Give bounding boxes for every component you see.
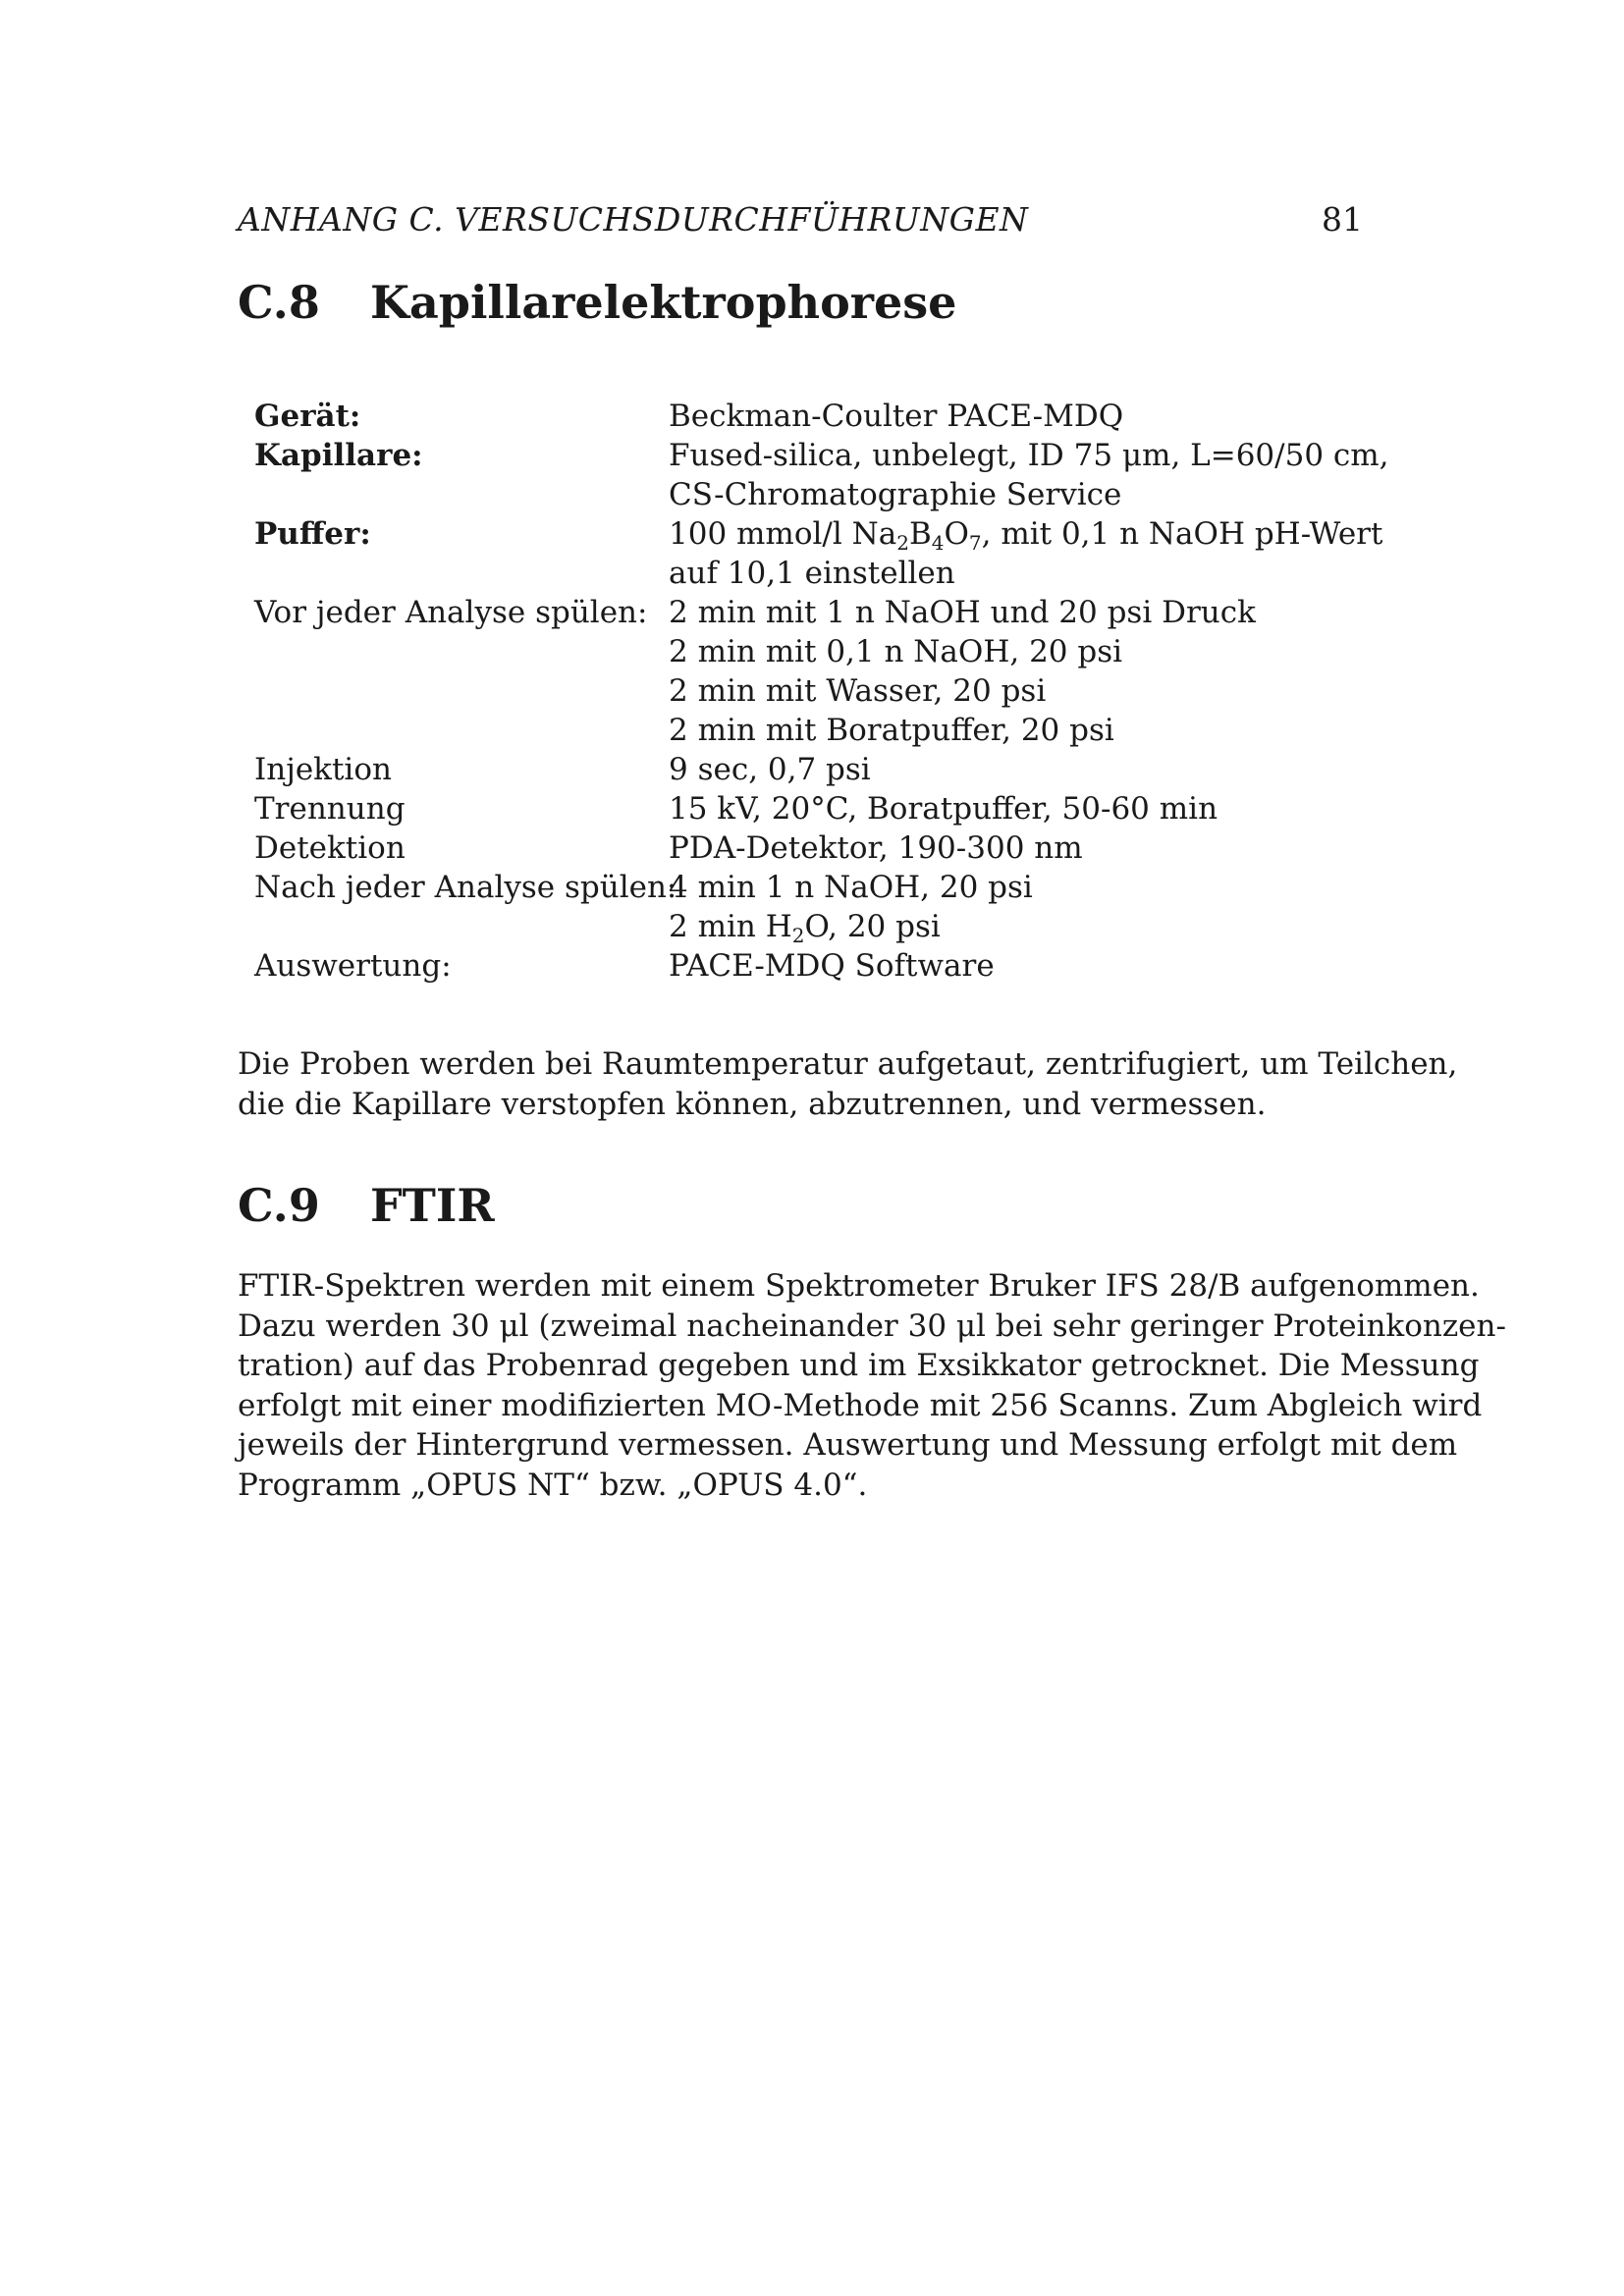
spec-value-line: 2 min mit 0,1 n NaOH, 20 psi	[669, 634, 1123, 669]
spec-row	[254, 593, 1364, 750]
spec-label: Kapillare:	[254, 438, 423, 473]
paragraph-line: Dazu werden 30 μl (zweimal nacheinander 30 μl bei sehr geringer Proteinkonzen-	[238, 1308, 1506, 1344]
page-number: 81	[1322, 200, 1363, 239]
paragraph-line: erfolgt mit einer modifizierten MO-Methode mit 256 Scanns. Zum Abgleich wird	[238, 1387, 1483, 1423]
spec-value	[669, 750, 1364, 789]
spec-row	[254, 750, 1364, 789]
spec-value-line: CS-Chromatographie Service	[669, 477, 1122, 512]
spec-value	[669, 828, 1364, 868]
spec-value-line: Fused-silica, unbelegt, ID 75 μm, L=60/50 cm,	[669, 438, 1389, 473]
spec-label: Nach jeder Analyse spülen:	[254, 870, 677, 905]
spec-row	[254, 789, 1364, 828]
paragraph-line: Die Proben werden bei Raumtemperatur aufgetaut, zentrifugiert, um Teilchen,	[238, 1046, 1458, 1082]
section-title: FTIR	[370, 1179, 495, 1232]
section-number: C.8	[238, 276, 320, 329]
running-head	[238, 198, 1363, 241]
spec-value	[669, 397, 1364, 436]
spec-value	[669, 868, 1364, 946]
spec-label: Trennung	[254, 791, 406, 827]
spec-value-line: Beckman-Coulter PACE-MDQ	[669, 399, 1124, 434]
spec-value-line: 2 $\min H_2O$, 20 psi	[669, 909, 941, 947]
spec-value-line: 2 min mit 1 n NaOH und 20 psi Druck	[669, 595, 1256, 630]
paragraph-c9	[238, 1266, 1506, 1505]
method-parameters-table	[254, 397, 1389, 986]
paragraph-c8	[238, 1044, 1458, 1124]
spec-value-line: 2 min mit Boratpuffer, 20 psi	[669, 713, 1114, 748]
spec-row	[254, 828, 1364, 868]
spec-label: Detektion	[254, 830, 406, 866]
spec-value-line: 2 min mit Wasser, 20 psi	[669, 673, 1047, 709]
spec-row	[254, 514, 1383, 593]
spec-value-line: 100 mmol/l $Na_2B_4O_7$, mit 0,1 n NaOH pH-Wert	[669, 516, 1383, 555]
paragraph-line: die die Kapillare verstopfen können, abzutrennen, und vermessen.	[238, 1086, 1267, 1122]
spec-label: Auswertung:	[254, 948, 452, 984]
paragraph-line: Programm „OPUS NT“ bzw. „OPUS 4.0“.	[238, 1467, 868, 1503]
spec-value	[669, 436, 1389, 514]
spec-value-line: PDA-Detektor, 190-300 nm	[669, 830, 1083, 866]
spec-value-line: PACE-MDQ Software	[669, 948, 995, 984]
spec-row	[254, 946, 1364, 986]
spec-row	[254, 397, 1364, 436]
paragraph-line: jeweils der Hintergrund vermessen. Auswertung und Messung erfolgt mit dem	[238, 1427, 1458, 1463]
spec-row	[254, 868, 1364, 946]
spec-value	[669, 593, 1364, 750]
section-title: Kapillarelektrophorese	[370, 276, 957, 329]
spec-row	[254, 436, 1389, 514]
spec-label: Gerät:	[254, 399, 361, 434]
spec-value	[669, 946, 1364, 986]
spec-label: Puffer:	[254, 516, 371, 552]
section-heading-c8	[238, 273, 956, 332]
section-heading-c9	[238, 1176, 495, 1235]
spec-value-line: 15 kV, 20°C, Boratpuffer, 50-60 min	[669, 791, 1218, 827]
running-head-title: ANHANG C. VERSUCHSDURCHFÜHRUNGEN	[238, 200, 1029, 239]
spec-value-line: auf 10,1 einstellen	[669, 556, 955, 591]
spec-label: Vor jeder Analyse spülen:	[254, 595, 648, 630]
paragraph-line: tration) auf das Probenrad gegeben und im Exsikkator getrocknet. Die Messung	[238, 1348, 1480, 1383]
spec-value	[669, 514, 1382, 593]
paragraph-line: FTIR-Spektren werden mit einem Spektrometer Bruker IFS 28/B aufgenommen.	[238, 1268, 1480, 1304]
spec-label: Injektion	[254, 752, 392, 787]
spec-value-line: 9 sec, 0,7 psi	[669, 752, 871, 787]
spec-value	[669, 789, 1364, 828]
spec-value-line: 4 min 1 n NaOH, 20 psi	[669, 870, 1033, 905]
section-number: C.9	[238, 1179, 320, 1232]
